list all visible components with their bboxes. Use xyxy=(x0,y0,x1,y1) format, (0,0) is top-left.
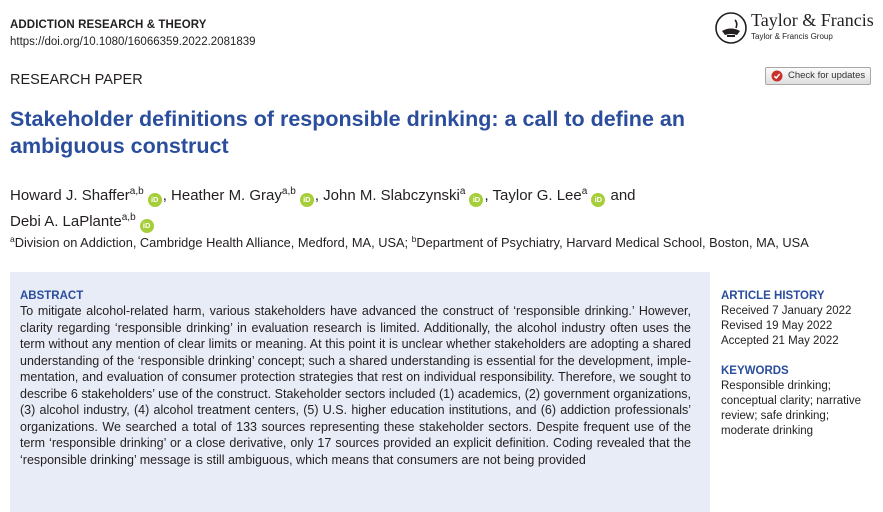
doi-link[interactable]: https://doi.org/10.1080/16066359.2022.2081839 xyxy=(10,36,256,48)
author-separator: , xyxy=(162,187,167,204)
lamp-icon xyxy=(715,12,747,44)
keywords-line: moderate drinking xyxy=(721,425,814,437)
article-history-heading: ARTICLE HISTORY xyxy=(721,290,825,302)
affiliation-b-sup: b xyxy=(411,234,417,244)
author-affiliation-sup: a xyxy=(581,186,588,197)
abstract-heading: ABSTRACT xyxy=(20,290,84,302)
keywords-line: conceptual clarity; narrative xyxy=(721,395,861,407)
abstract-text: To mitigate alcohol-related harm, various stakeholders have advanced the construct of ‘responsible drinking.’ However, clarity regarding ‘responsible drinking’ in evaluation research is limited. Additionally, the alcohol industry often uses the term without any mention of clear limits or meaning. At this point it is unclear whether stakeholders are adopting a shared understanding of the ‘responsible drinking’ concept; such a shared understanding is essential for the development, imple-mentation, and evaluation of consumer protection strategies that rest on individual responsibility. Therefore, we sought to describe 6 stakeholders’ use of the construct. Stakeholder sectors included (1) academics, (2) government organizations, (3) alcohol industry, (4) alcohol treatment centers, (5) U.S. higher education institutions, and (6) addiction professionals’ organizations. We searched a total of 133 sources representing these stakeholder sectors. Despite frequent use of the term ‘responsible drinking’ or a close derivative, only 17 sources provided an explicit definition. Coding revealed that the ‘responsible drinking’ message is still ambiguous, which means that consumers are not being provided xyxy=(20,304,691,467)
affiliation-a-sup: a xyxy=(10,234,15,244)
publisher-name: Taylor & Francis xyxy=(751,10,874,30)
orcid-icon[interactable]: iD xyxy=(591,193,605,207)
check-for-updates-label: Check for updates xyxy=(788,70,866,81)
journal-name: ADDICTION RESEARCH & THEORY xyxy=(10,19,207,31)
history-accepted: Accepted 21 May 2022 xyxy=(721,335,839,347)
check-updates-icon xyxy=(771,70,783,82)
author-name: Taylor G. Lee xyxy=(492,187,582,204)
author-affiliation-sup: a,b xyxy=(129,186,144,197)
affiliation-b: Department of Psychiatry, Harvard Medical School, Boston, MA, USA xyxy=(416,235,809,250)
author-affiliation-sup: a,b xyxy=(121,212,136,223)
author-name: Howard J. Shaffer xyxy=(10,187,130,204)
orcid-icon[interactable]: iD xyxy=(148,193,162,207)
author-affiliation-sup: a,b xyxy=(281,186,296,197)
author-and: and xyxy=(610,187,636,204)
keywords xyxy=(721,364,861,439)
author-name: John M. Slabczynski xyxy=(323,187,460,204)
orcid-icon[interactable]: iD xyxy=(140,219,154,233)
keywords-line: Responsible drinking; xyxy=(721,380,831,392)
keywords-line: review; safe drinking; xyxy=(721,410,830,422)
section-label: RESEARCH PAPER xyxy=(10,72,143,88)
article-history xyxy=(721,289,851,349)
history-revised: Revised 19 May 2022 xyxy=(721,320,833,332)
author-list xyxy=(10,181,740,233)
publisher-group: Taylor & Francis Group xyxy=(751,32,833,41)
affiliations xyxy=(10,234,809,250)
history-received: Received 7 January 2022 xyxy=(721,305,852,317)
author-name: Debi A. LaPlante xyxy=(10,213,122,230)
orcid-icon[interactable]: iD xyxy=(300,193,314,207)
author-affiliation-sup: a xyxy=(459,186,466,197)
orcid-icon[interactable]: iD xyxy=(469,193,483,207)
author-name: Heather M. Gray xyxy=(171,187,282,204)
check-for-updates-button[interactable] xyxy=(765,67,871,85)
author-separator: , xyxy=(484,187,489,204)
author-separator: , xyxy=(314,187,319,204)
publisher-logo xyxy=(715,8,880,52)
article-title: Stakeholder definitions of responsible drinking: a call to define an ambiguous construct xyxy=(10,107,685,158)
affiliation-a: Division on Addiction, Cambridge Health Alliance, Medford, MA, USA; xyxy=(14,235,409,250)
keywords-heading: KEYWORDS xyxy=(721,365,789,377)
